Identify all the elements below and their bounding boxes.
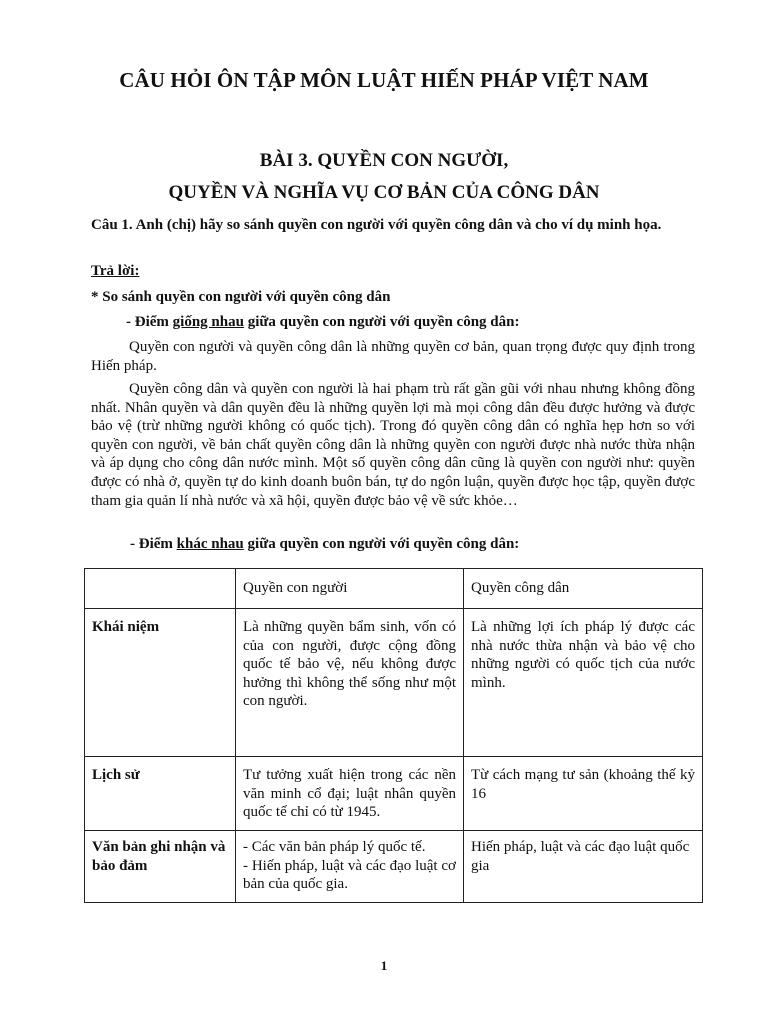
cell-concept-human-rights: Là những quyền bẩm sinh, vốn có của con người, được cộng đồng quốc tế bảo vệ, nếu không được hưởng thì không thể sống như một con người.: [236, 609, 464, 757]
differences-heading: [130, 535, 695, 554]
legal-documents-line-1: - Các văn bản pháp lý quốc tế.: [243, 839, 426, 855]
similarities-heading-suffix: giữa quyền con người với quyền công dân:: [243, 314, 520, 330]
cell-legal-documents-citizen-rights: Hiến pháp, luật và các đạo luật quốc gia: [464, 831, 703, 903]
table-header-row: [85, 569, 703, 609]
table-row: [85, 831, 703, 903]
cell-concept-citizen-rights: Là những lợi ích pháp lý được các nhà nước thừa nhận và bảo vệ cho những người có quốc tịch của nước mình.: [464, 609, 703, 757]
table-row: [85, 757, 703, 831]
comparison-heading: * So sánh quyền con người với quyền công dân: [91, 289, 391, 305]
similarities-keyword: giống nhau: [172, 314, 244, 330]
question-1: Câu 1. Anh (chị) hãy so sánh quyền con người với quyền công dân và cho ví dụ minh họa.: [91, 217, 662, 233]
differences-heading-prefix: - Điểm: [130, 536, 177, 552]
similarities-heading: [126, 313, 695, 332]
lesson-title-line-1: BÀI 3. QUYỀN CON NGƯỜI,: [259, 150, 509, 171]
cell-legal-documents-human-rights: [236, 831, 464, 903]
row-label-history: Lịch sử: [85, 757, 236, 831]
similarities-heading-prefix: - Điểm: [126, 314, 173, 330]
row-label-concept: Khái niệm: [85, 609, 236, 757]
differences-heading-suffix: giữa quyền con người với quyền công dân:: [243, 536, 520, 552]
lesson-title-line-2: QUYỀN VÀ NGHĨA VỤ CƠ BẢN CỦA CÔNG DÂN: [168, 182, 600, 203]
comparison-table: [84, 568, 703, 903]
similarities-paragraph-2: Quyền công dân và quyền con người là hai phạm trù rất gần gũi với nhau nhưng không đồng nhất. Nhân quyền và dân quyền đều là những quyền lợi mà mọi công dân đều được hưởng và được bảo vệ (trừ những người không có quốc tịch). Trong đó quyền công dân có nghĩa hẹp hơn so với quyền con người, về bản chất quyền công dân là những quyền con người được nhà nước thừa nhận và áp dụng cho công dân nước mình. Một số quyền công dân cũng là quyền con người như: quyền được có nhà ở, quyền tự do kinh doanh buôn bán, tự do ngôn luận, quyền được học tập, quyền được tham gia quản lí nhà nước và xã hội, quyền được bảo vệ về sức khỏe…: [91, 381, 695, 509]
answer-label: Trả lời:: [91, 263, 140, 279]
row-label-legal-documents: Văn bản ghi nhận và bảo đảm: [85, 831, 236, 903]
table-header-human-rights: Quyền con người: [236, 569, 464, 609]
table-header-empty: [85, 569, 236, 609]
differences-keyword: khác nhau: [176, 536, 244, 552]
cell-history-human-rights: Tư tưởng xuất hiện trong các nền văn minh cổ đại; luật nhân quyền quốc tế chỉ có từ 1945.: [236, 757, 464, 831]
table-row: [85, 609, 703, 757]
legal-documents-line-2: - Hiến pháp, luật và các đạo luật cơ bản của quốc gia.: [243, 857, 456, 893]
cell-history-citizen-rights: Từ cách mạng tư sản (khoảng thế kỷ 16: [464, 757, 703, 831]
similarities-paragraph-1: Quyền con người và quyền công dân là những quyền cơ bản, quan trọng được quy định trong Hiến pháp.: [91, 339, 695, 374]
table-header-citizen-rights: Quyền công dân: [464, 569, 703, 609]
page-number: 1: [380, 958, 388, 973]
document-title: CÂU HỎI ÔN TẬP MÔN LUẬT HIẾN PHÁP VIỆT NAM: [119, 68, 649, 92]
